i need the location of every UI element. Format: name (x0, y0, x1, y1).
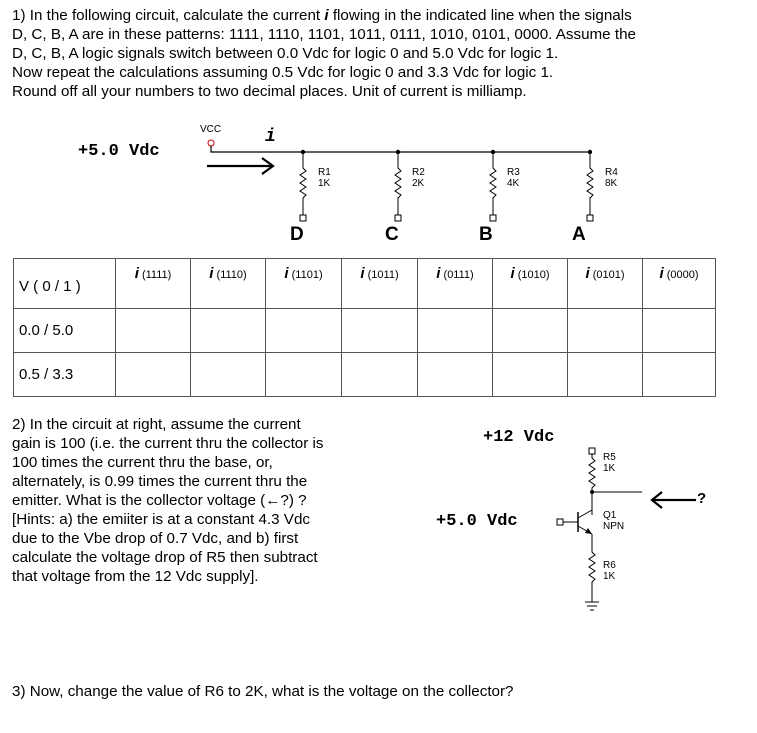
q1-line-1: 1) In the following circuit, calculate the current i flowing in the indicated line when the signals (12, 7, 632, 24)
column-header: i (0000) (643, 259, 716, 309)
answer-cell[interactable] (342, 309, 418, 353)
column-header: i (0111) (418, 259, 493, 309)
supply-12v-label: +12 Vdc (483, 428, 555, 447)
answer-cell[interactable] (418, 353, 493, 397)
row-label: 0.0 / 5.0 (14, 309, 116, 353)
answer-cell[interactable] (191, 353, 266, 397)
answer-cell[interactable] (266, 353, 342, 397)
q1-line-2: D, C, B, A are in these patterns: 1111, 1110, 1101, 1011, 0111, 1010, 0101, 0000. Assume the (12, 26, 636, 43)
answer-cell[interactable] (568, 353, 643, 397)
q1-line-3: D, C, B, A logic signals switch between 0.0 Vdc for logic 0 and 5.0 Vdc for logic 1. (12, 45, 559, 62)
resistor-r6 (589, 534, 595, 602)
q2-line: emitter. What is the collector voltage (←?) ? (12, 492, 307, 509)
q1-line-5: Round off all your numbers to two decimal places. Unit of current is milliamp. (12, 83, 527, 100)
answer-cell[interactable] (191, 309, 266, 353)
r2-label: R2 2K (412, 167, 425, 189)
input-d-label: D (290, 224, 304, 245)
answer-cell[interactable] (643, 353, 716, 397)
q2-line: that voltage from the 12 Vdc supply]. (12, 568, 259, 585)
resistor-r4 (587, 152, 593, 221)
circuit-2-schematic (0, 420, 757, 620)
answer-cell[interactable] (643, 309, 716, 353)
r1-label: R1 1K (318, 167, 331, 189)
answer-cell[interactable] (418, 309, 493, 353)
r6-label: R6 1K (603, 560, 616, 582)
supply-12v-terminal (589, 448, 595, 454)
question-3: 3) Now, change the value of R6 to 2K, what is the voltage on the collector? (12, 683, 514, 700)
q1-label: Q1 NPN (603, 510, 625, 532)
base-terminal (557, 519, 563, 525)
supply-5v-label: +5.0 Vdc (78, 142, 160, 161)
answer-table (13, 258, 716, 397)
row-header-cell: V ( 0 / 1 ) (14, 259, 116, 309)
column-header: i (1111) (116, 259, 191, 309)
column-header: i (1011) (342, 259, 418, 309)
table-row (14, 353, 716, 397)
column-header: i (0101) (568, 259, 643, 309)
q2-line: calculate the voltage drop of R5 then subtract (12, 549, 318, 566)
current-symbol: i (265, 127, 276, 147)
answer-cell[interactable] (266, 309, 342, 353)
answer-cell[interactable] (342, 353, 418, 397)
input-c-label: C (385, 224, 399, 245)
r3-label: R3 4K (507, 167, 520, 189)
column-header: i (1010) (493, 259, 568, 309)
row-label: 0.5 / 3.3 (14, 353, 116, 397)
collector-arrow (652, 492, 696, 508)
q2-line: due to the Vbe drop of 0.7 Vdc, and b) first (12, 530, 299, 547)
base-5v-label: +5.0 Vdc (436, 512, 518, 531)
input-b-label: B (479, 224, 493, 245)
resistor-r1 (300, 152, 306, 221)
answer-cell[interactable] (116, 353, 191, 397)
resistor-r3 (490, 152, 496, 221)
answer-cell[interactable] (493, 309, 568, 353)
table-row (14, 309, 716, 353)
q2-line: [Hints: a) the emiiter is at a constant 4.3 Vdc (12, 511, 310, 528)
circuit-1-schematic (0, 0, 757, 260)
answer-cell[interactable] (568, 309, 643, 353)
answer-cell[interactable] (116, 309, 191, 353)
current-arrow (207, 158, 273, 174)
r4-label: R4 8K (605, 167, 618, 189)
answer-cell[interactable] (493, 353, 568, 397)
q2-line: alternately, is 0.99 times the current thru the (12, 473, 308, 490)
vcc-label: VCC (200, 124, 222, 135)
column-header: i (1101) (266, 259, 342, 309)
transistor-q1 (578, 500, 592, 534)
input-a-label: A (572, 224, 586, 245)
unknown-voltage-label: ? (697, 490, 707, 507)
q1-line-4: Now repeat the calculations assuming 0.5 Vdc for logic 0 and 3.3 Vdc for logic 1. (12, 64, 554, 81)
table-header-row (14, 259, 716, 309)
q2-line: 2) In the circuit at right, assume the current (12, 416, 301, 433)
vcc-terminal (208, 140, 214, 146)
q2-line: gain is 100 (i.e. the current thru the collector is (12, 435, 324, 452)
ground-symbol (585, 602, 599, 610)
r5-label: R5 1K (603, 452, 616, 474)
column-header: i (1110) (191, 259, 266, 309)
q2-line: 100 times the current thru the base, or, (12, 454, 273, 471)
resistor-r2 (395, 152, 401, 221)
